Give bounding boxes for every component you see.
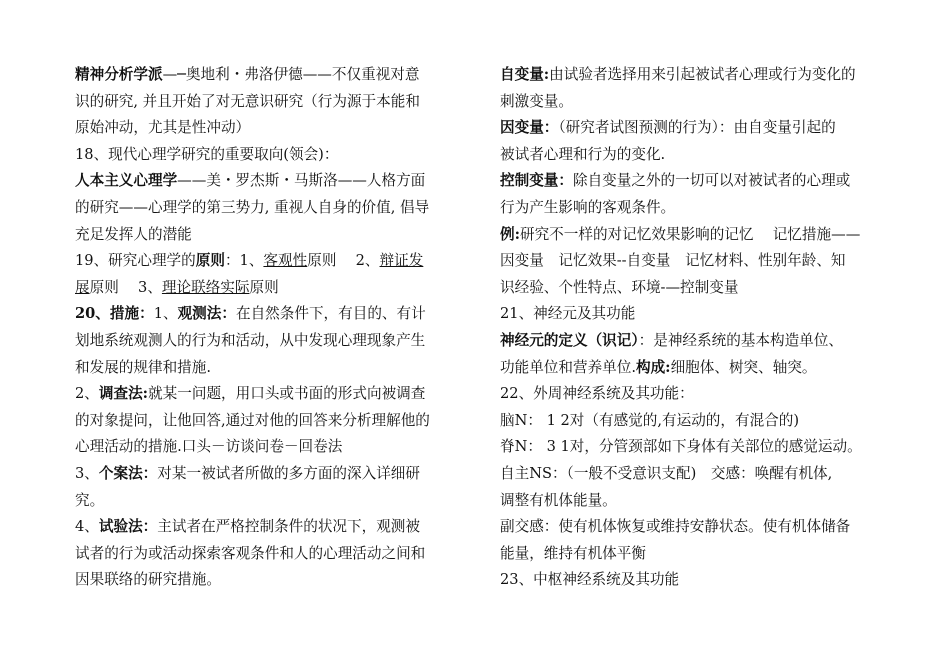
- term-example: 例:: [500, 225, 520, 243]
- text-line: 的研究——心理学的第三势力, 重视人自身的价值, 倡导: [75, 198, 430, 216]
- text-line: 心理活动的措施.口头－访谈问卷－回卷法: [75, 438, 343, 456]
- text-line: 划地系统观测人的行为和活动，从中发现心理现象产生: [75, 331, 426, 349]
- term-control-variable: 控制变量：: [500, 172, 573, 190]
- text-line: 展原则 3、理论联络实际原则: [75, 278, 279, 296]
- text-line: 和发展的规律和措施.: [75, 358, 211, 376]
- section-heading-20: 20、措施：1、观测法：在自然条件下，有目的、有计: [75, 305, 426, 323]
- text-line: 调整有机体能量。: [500, 491, 617, 509]
- text-line: 刺激变量。: [500, 92, 573, 110]
- term-independent-variable: 自变量:: [500, 66, 550, 83]
- text-line: 功能单位和营养单位.构成:细胞体、树突、轴突。: [500, 358, 817, 376]
- text-line: 自变量:由试验者选择用来引起被试者心理或行为变化的: [500, 66, 856, 83]
- text-line: 精神分析学派—─奥地利・弗洛伊德——不仅重视对意: [75, 66, 420, 83]
- text-line: 副交感：使有机体恢复或维持安静状态。使有机体储备: [500, 518, 851, 536]
- text-line: 自主NS：（一般不受意识支配) 交感：唤醒有机体,: [500, 464, 833, 482]
- section-heading-18: 18、现代心理学研究的重要取向(领会)：: [75, 145, 339, 163]
- section-heading-19: 19、研究心理学的原则：1、客观性原则 2、辩证发: [75, 252, 424, 270]
- text-line: 行为产生影响的客观条件。: [500, 198, 676, 216]
- text-line: 控制变量：除自变量之外的一切可以对被试者的心理或: [500, 172, 851, 190]
- text-line: 2、调查法:就某一问题，用口头或书面的形式向被调查: [75, 385, 426, 403]
- text-line: 识经验、个性特点、环境-—控制变量: [500, 278, 739, 296]
- text-line: 因果联络的研究措施。: [75, 571, 221, 589]
- text-line: 因变量：（研究者试图预测的行为）：由自变量引起的: [500, 119, 836, 137]
- text-line: 被试者心理和行为的变化.: [500, 145, 666, 163]
- text-line: 脑N： 1 2对（有感觉的,有运动的，有混合的): [500, 411, 800, 429]
- text-line: 因变量 记忆效果--自变量 记忆材料、性别年龄、知: [500, 252, 846, 270]
- text-line: 能量，维持有机体平衡: [500, 544, 646, 562]
- text-line: 试者的行为或活动探索客观条件和人的心理活动之间和: [75, 544, 426, 562]
- text-line: 神经元的定义（识记）：是神经系统的基本构造单位、: [500, 331, 843, 349]
- term-dependent-variable: 因变量：: [500, 119, 559, 137]
- text-line: 3、个案法：对某一被试者所做的多方面的深入详细研: [75, 464, 420, 482]
- section-heading-23: 23、中枢神经系统及其功能: [500, 571, 680, 589]
- section-heading-21: 21、神经元及其功能: [500, 305, 636, 323]
- term-humanistic: 人本主义心理学: [75, 172, 178, 190]
- text-line: 识的研究, 并且开始了对无意识研究（行为源于本能和: [75, 92, 420, 110]
- text-line: 例:研究不一样的对记忆效果影响的记忆 记忆措施——: [500, 225, 861, 243]
- text-line: 究。: [75, 491, 105, 509]
- text-line: 的对象提问，让他回答,通过对他的回答来分析理解他的: [75, 411, 430, 429]
- term-neuron-definition: 神经元的定义（识记）: [500, 331, 639, 349]
- text-line: 充足发挥人的潜能: [75, 225, 192, 243]
- term-psychoanalysis: 精神分析学派: [75, 66, 163, 83]
- text-line: 脊N： 3 1对，分管颈部如下身体有关部位的感觉运动。: [500, 438, 862, 456]
- right-column: [500, 62, 878, 594]
- text-line: 原始冲动，尤其是性冲动）: [75, 119, 251, 137]
- left-column: [75, 62, 451, 594]
- text-line: 人本主义心理学——美・罗杰斯・马斯洛——人格方面: [75, 172, 426, 190]
- text-line: 4、试验法：主试者在严格控制条件的状况下，观测被: [75, 518, 420, 536]
- section-heading-22: 22、外周神经系统及其功能：: [500, 385, 694, 403]
